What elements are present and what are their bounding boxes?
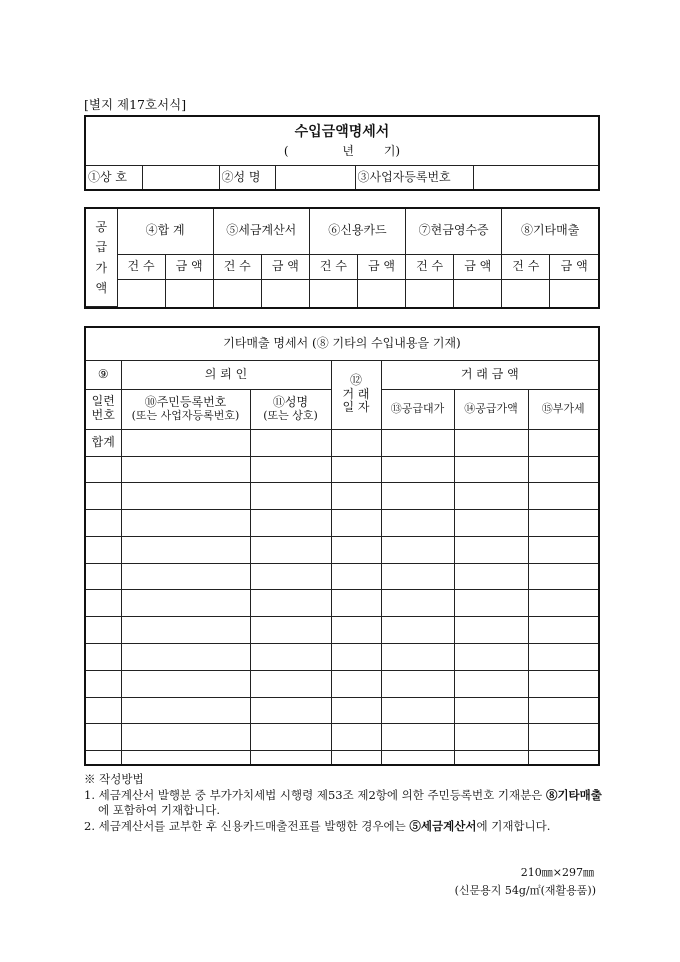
supply-side-label xyxy=(86,209,117,307)
table-cell[interactable] xyxy=(381,563,454,590)
table-cell[interactable] xyxy=(86,643,121,670)
table-cell[interactable] xyxy=(381,643,454,670)
page-title: 수입금액명세서 xyxy=(294,124,390,140)
table-cell[interactable] xyxy=(86,697,121,724)
supply-amount-table xyxy=(86,209,598,307)
table-cell[interactable] xyxy=(121,510,250,537)
count-label: 건 수 xyxy=(502,254,550,279)
table-cell[interactable] xyxy=(528,617,598,644)
table-cell[interactable] xyxy=(250,590,331,617)
table-cell[interactable] xyxy=(381,510,454,537)
instruction-2-end: 에 기재합니다. xyxy=(476,818,551,833)
amount-label: 금 액 xyxy=(165,254,213,279)
table-row xyxy=(86,724,598,751)
cash-receipt-header: ⑦현금영수증 xyxy=(406,209,502,254)
table-cell[interactable] xyxy=(528,483,598,510)
count-label: 건 수 xyxy=(309,254,357,279)
table-cell[interactable] xyxy=(381,724,454,751)
table-cell[interactable] xyxy=(121,724,250,751)
other-sales-header: ⑧기타매출 xyxy=(502,209,598,254)
table-cell[interactable] xyxy=(454,751,528,764)
table-row xyxy=(86,483,598,510)
table-cell[interactable] xyxy=(454,697,528,724)
form-label: [별지 제17호서식] xyxy=(84,97,187,112)
table-cell[interactable] xyxy=(331,429,381,456)
table-row xyxy=(86,751,598,764)
table-cell[interactable] xyxy=(250,563,331,590)
tax-invoice-amount-field[interactable] xyxy=(261,279,309,307)
amount-label: 금 액 xyxy=(550,254,598,279)
table-cell[interactable] xyxy=(331,643,381,670)
period-label: 기) xyxy=(383,144,401,158)
table-cell[interactable] xyxy=(381,670,454,697)
count-label: 건 수 xyxy=(213,254,261,279)
year-label: 년 xyxy=(342,144,354,158)
table-cell[interactable] xyxy=(331,751,381,764)
cash-receipt-count-field[interactable] xyxy=(406,279,454,307)
table-cell[interactable] xyxy=(250,751,331,764)
table-cell[interactable] xyxy=(121,697,250,724)
table-cell[interactable] xyxy=(86,563,121,590)
table-cell[interactable] xyxy=(528,536,598,563)
credit-card-header: ⑥신용카드 xyxy=(309,209,405,254)
table-cell[interactable] xyxy=(250,617,331,644)
supply-amount-section xyxy=(84,207,600,309)
table-cell[interactable] xyxy=(528,697,598,724)
name-field[interactable] xyxy=(275,166,355,190)
instruction-item-1 xyxy=(84,788,604,819)
instructions-heading: ※ 작성방법 xyxy=(84,772,144,786)
other-sales-table xyxy=(86,328,598,764)
table-cell[interactable] xyxy=(381,751,454,764)
table-cell[interactable] xyxy=(381,483,454,510)
table-cell[interactable] xyxy=(381,697,454,724)
table-cell[interactable] xyxy=(454,510,528,537)
business-number-label: ③사업자등록번호 xyxy=(355,166,473,190)
table-row xyxy=(86,510,598,537)
table-cell[interactable] xyxy=(86,590,121,617)
table-cell[interactable] xyxy=(250,724,331,751)
table-cell[interactable] xyxy=(454,483,528,510)
table-cell[interactable] xyxy=(331,670,381,697)
table-cell[interactable] xyxy=(121,617,250,644)
table-cell[interactable] xyxy=(121,643,250,670)
table-cell[interactable] xyxy=(86,510,121,537)
instruction-2-text: 2. 세금계산서를 교부한 후 신용카드매출전표를 발행한 경우에는 xyxy=(84,818,410,833)
id-number-label: ⑩주민등록번호 xyxy=(144,394,227,409)
supply-side-char-2: 급 xyxy=(95,240,108,255)
client-name-sublabel: (또는 상호) xyxy=(263,408,318,422)
other-sales-title: 기타매출 명세서 (⑧ 기타의 수입내용을 기재) xyxy=(86,328,598,360)
table-cell[interactable] xyxy=(454,643,528,670)
table-cell[interactable] xyxy=(121,751,250,764)
table-cell[interactable] xyxy=(528,751,598,764)
table-cell[interactable] xyxy=(381,617,454,644)
table-cell[interactable] xyxy=(528,643,598,670)
table-cell[interactable] xyxy=(454,456,528,483)
table-cell[interactable] xyxy=(121,483,250,510)
table-cell[interactable] xyxy=(86,483,121,510)
table-cell[interactable] xyxy=(250,510,331,537)
instruction-1-end: 에 포함하여 기재합니다. xyxy=(98,803,221,818)
amount-label: 금 액 xyxy=(357,254,405,279)
table-cell[interactable] xyxy=(331,697,381,724)
paper-size: 210㎜×297㎜ xyxy=(520,866,594,879)
table-cell[interactable] xyxy=(528,456,598,483)
table-row xyxy=(86,697,598,724)
table-cell[interactable] xyxy=(121,536,250,563)
client-header: 의 뢰 인 xyxy=(121,360,331,389)
table-cell[interactable] xyxy=(381,429,454,456)
table-row xyxy=(86,563,598,590)
table-cell[interactable] xyxy=(454,563,528,590)
table-row xyxy=(86,456,598,483)
table-cell[interactable] xyxy=(331,536,381,563)
table-cell[interactable] xyxy=(381,536,454,563)
tax-invoice-header: ⑤세금계산서 xyxy=(213,209,309,254)
table-row xyxy=(86,617,598,644)
table-cell[interactable] xyxy=(528,429,598,456)
trade-name-label: ①상 호 xyxy=(86,166,142,190)
transaction-date-label-1: 거 래 xyxy=(342,386,370,401)
count-label: 건 수 xyxy=(406,254,454,279)
transaction-date-num: ⑫ xyxy=(349,372,362,387)
id-number-sublabel: (또는 사업자등록번호) xyxy=(131,408,240,422)
table-cell[interactable] xyxy=(250,483,331,510)
transaction-date-header xyxy=(331,360,381,429)
table-cell[interactable] xyxy=(331,563,381,590)
client-name-label: ⑪성명 xyxy=(272,394,309,409)
paper-type: (신문용지 54g/㎡(재활용품)) xyxy=(454,884,596,897)
table-cell[interactable] xyxy=(86,751,121,764)
table-cell[interactable] xyxy=(454,724,528,751)
table-cell[interactable] xyxy=(121,670,250,697)
credit-card-amount-field[interactable] xyxy=(357,279,405,307)
table-cell[interactable] xyxy=(331,617,381,644)
header-fields-table xyxy=(86,165,598,189)
table-cell[interactable] xyxy=(454,590,528,617)
table-cell[interactable] xyxy=(331,590,381,617)
table-cell[interactable] xyxy=(528,724,598,751)
table-cell[interactable] xyxy=(121,429,250,456)
serial-number-header: 일련 번호 xyxy=(86,389,121,429)
transaction-amount-header: 거 래 금 액 xyxy=(381,360,598,389)
count-label: 건 수 xyxy=(117,254,165,279)
table-cell[interactable] xyxy=(250,697,331,724)
table-cell[interactable] xyxy=(381,590,454,617)
supply-side-char-4: 액 xyxy=(95,280,108,295)
table-cell[interactable] xyxy=(86,724,121,751)
table-cell[interactable] xyxy=(250,429,331,456)
other-sales-amount-field[interactable] xyxy=(550,279,598,307)
supply-side-char-3: 가 xyxy=(95,260,108,275)
supply-price-header: ⑬공급대가 xyxy=(381,389,454,429)
table-cell[interactable] xyxy=(86,536,121,563)
table-cell[interactable] xyxy=(528,670,598,697)
table-cell[interactable] xyxy=(331,456,381,483)
table-cell[interactable] xyxy=(250,670,331,697)
table-cell[interactable] xyxy=(454,536,528,563)
table-cell[interactable] xyxy=(454,617,528,644)
trade-name-field[interactable] xyxy=(142,166,219,190)
table-row xyxy=(86,643,598,670)
total-count-field[interactable] xyxy=(117,279,165,307)
name-label: ②성 명 xyxy=(219,166,275,190)
id-number-header xyxy=(121,389,250,429)
year-line xyxy=(86,142,598,159)
credit-card-count-field[interactable] xyxy=(309,279,357,307)
cash-receipt-amount-field[interactable] xyxy=(454,279,502,307)
table-row xyxy=(86,590,598,617)
instruction-item-2 xyxy=(84,819,604,835)
tax-invoice-count-field[interactable] xyxy=(213,279,261,307)
other-sales-count-field[interactable] xyxy=(502,279,550,307)
table-cell[interactable] xyxy=(381,456,454,483)
total-amount-field[interactable] xyxy=(165,279,213,307)
table-cell[interactable] xyxy=(528,590,598,617)
table-cell[interactable] xyxy=(121,456,250,483)
table-cell[interactable] xyxy=(331,483,381,510)
table-cell[interactable] xyxy=(250,643,331,670)
table-cell[interactable] xyxy=(528,563,598,590)
table-cell[interactable] xyxy=(454,429,528,456)
supply-value-header: ⑭공급가액 xyxy=(454,389,528,429)
other-sales-section xyxy=(84,326,600,766)
header-section xyxy=(84,115,600,191)
amount-label: 금 액 xyxy=(454,254,502,279)
total-row-label: 합계 xyxy=(86,429,121,456)
table-cell[interactable] xyxy=(454,670,528,697)
table-row xyxy=(86,670,598,697)
client-name-header xyxy=(250,389,331,429)
table-cell[interactable] xyxy=(331,724,381,751)
amount-label: 금 액 xyxy=(261,254,309,279)
transaction-date-label-2: 일 자 xyxy=(342,400,370,415)
table-cell[interactable] xyxy=(121,563,250,590)
table-cell[interactable] xyxy=(250,456,331,483)
table-cell[interactable] xyxy=(86,617,121,644)
year-open: ( xyxy=(283,144,289,158)
table-cell[interactable] xyxy=(121,590,250,617)
instruction-1-bold: ⑧기타매출 xyxy=(545,787,602,802)
table-cell[interactable] xyxy=(250,536,331,563)
vat-header: ⑮부가세 xyxy=(528,389,598,429)
supply-side-char-1: 공 xyxy=(95,219,108,234)
table-cell[interactable] xyxy=(528,510,598,537)
instruction-2-bold: ⑤세금계산서 xyxy=(409,818,477,833)
total-header: ④합 계 xyxy=(117,209,213,254)
table-cell[interactable] xyxy=(86,670,121,697)
business-number-field[interactable] xyxy=(473,166,598,190)
table-cell[interactable] xyxy=(331,510,381,537)
instructions xyxy=(84,772,604,834)
instruction-1-text: 1. 세금계산서 발행분 중 부가가치세법 시행령 제53조 제2항에 의한 주민등록번호 기재분은 xyxy=(84,787,546,802)
table-cell[interactable] xyxy=(86,456,121,483)
serial-number-num: ⑨ xyxy=(86,360,121,389)
table-row xyxy=(86,536,598,563)
